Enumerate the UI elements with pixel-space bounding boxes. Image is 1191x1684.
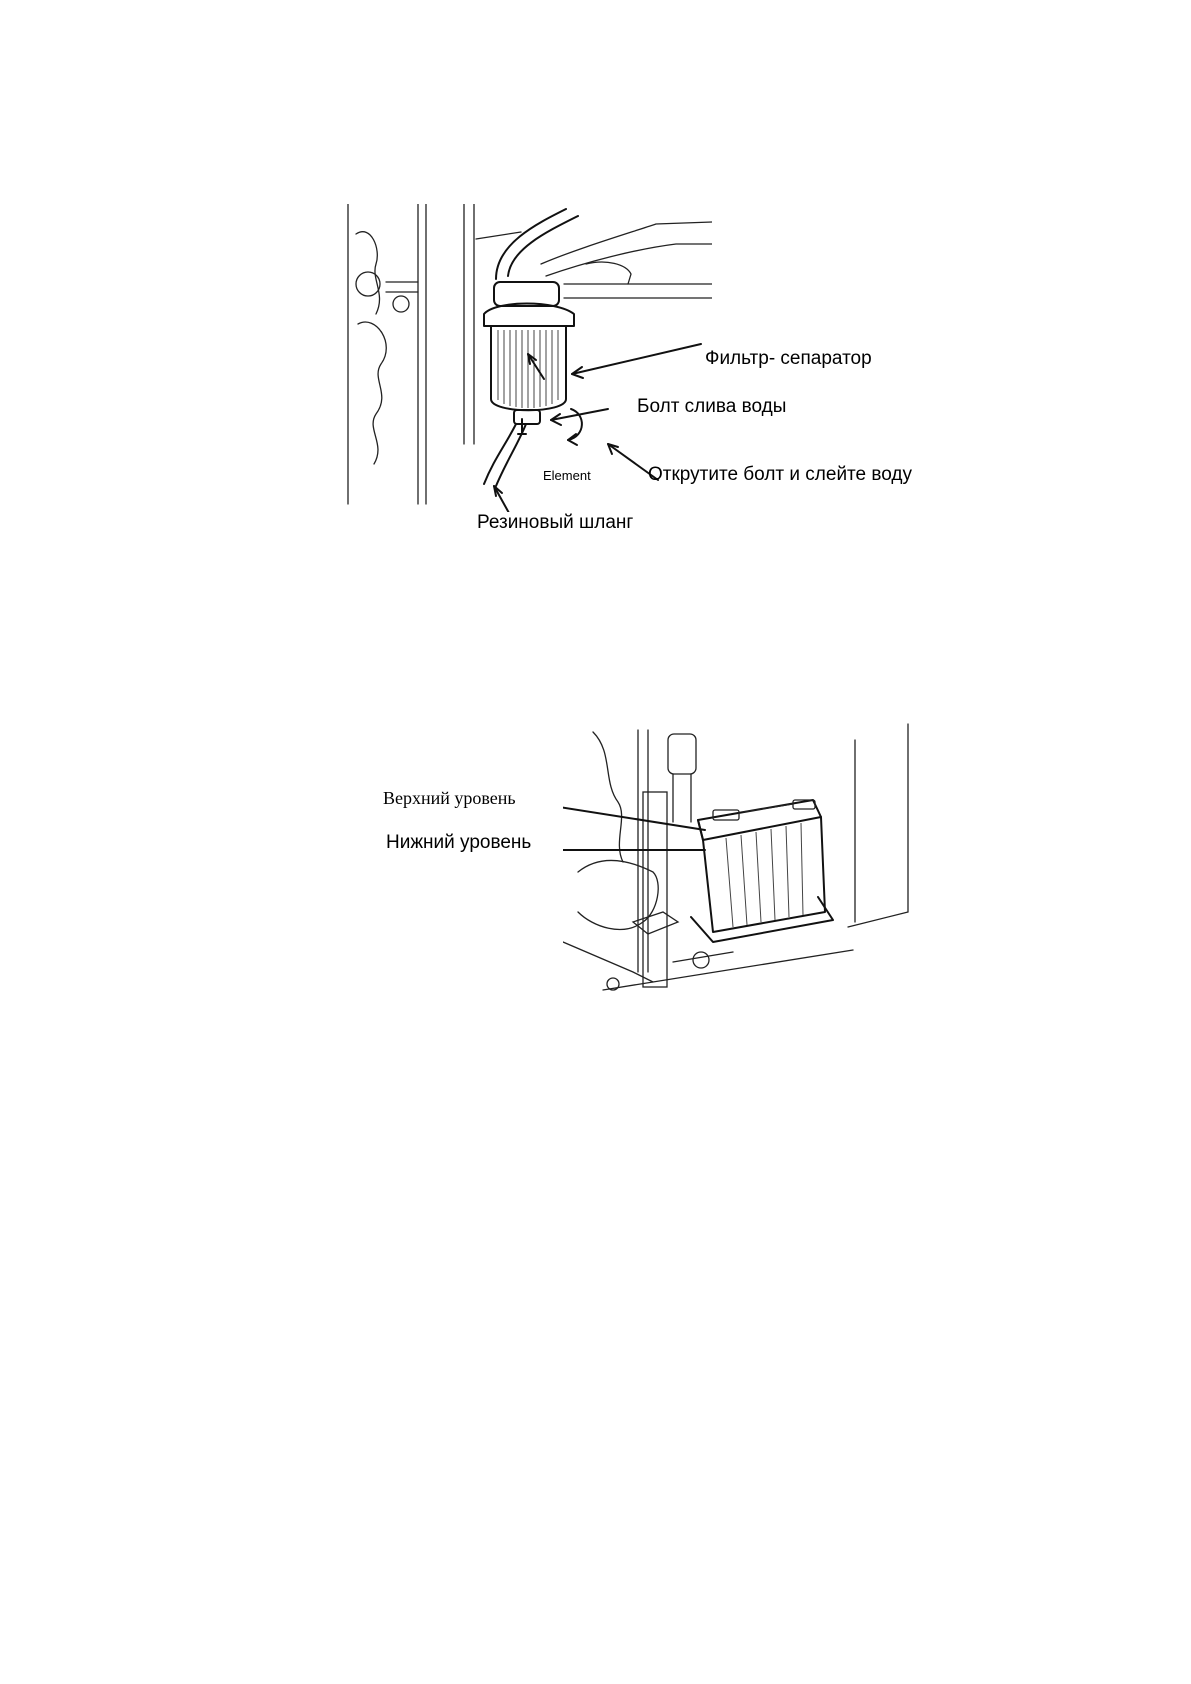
battery-illustration	[563, 722, 916, 1002]
upper-level-label: Верхний уровень	[383, 788, 516, 808]
drain-bolt-label: Болт слива воды	[637, 396, 787, 417]
lower-level-label: Нижний уровень	[386, 832, 532, 853]
unscrew-instruction-label: Открутите болт и слейте воду	[648, 464, 913, 485]
rubber-hose-label: Резиновый шланг	[477, 512, 634, 533]
element-label: Element	[543, 468, 591, 483]
filter-separator-label: Фильтр- сепаратор	[705, 348, 872, 369]
